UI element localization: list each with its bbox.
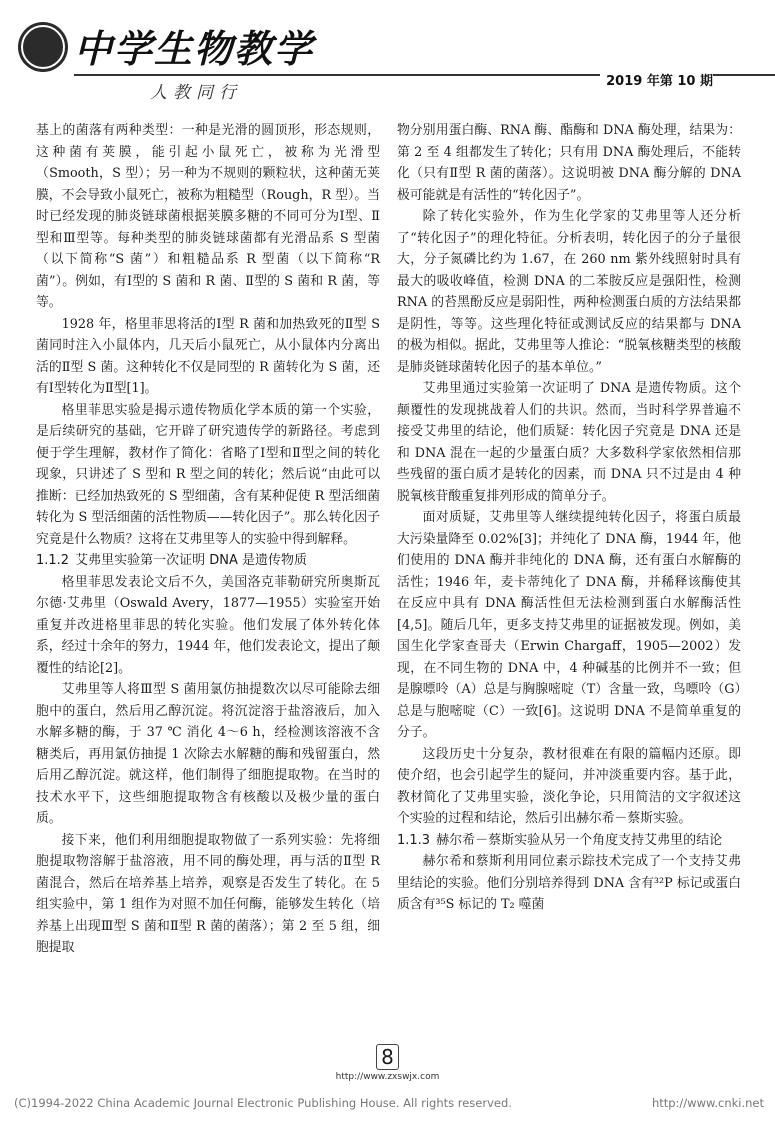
cnki-link[interactable]: http://www.cnki.net — [651, 1096, 764, 1110]
copyright-text: (C)1994-2022 China Academic Journal Electronic Publishing House. All rights reserved. — [14, 1096, 512, 1110]
body-paragraph: 面对质疑，艾弗里等人继续提纯转化因子，将蛋白质最大污染量降至 0.02%[3]；并纯化了 DNA 酶，1944 年，他们使用的 DNA 酶并非纯化的 DNA 酶，还有蛋白水解酶的活性；1946 年，麦卡蒂纯化了 DNA 酶，并稀释该酶使其在反应中具有 DNA 酶活性但无法检测到蛋白水解酶活性[4,5]。随后几年，更多支持艾弗里的证据被发现。例如，美国生化学家查哥夫（Erwin Chargaff，1905—2002）发现，在不同生物的 DNA 中，4 种碱基的比例并不一致；但是腺嘌呤（A）总是与胸腺嘧啶（T）含量一致，鸟嘌呤（G）总是与胞嘧啶（C）一致[6]。这说明 DNA 不是简单重复的分子。 — [397, 510, 741, 740]
section-title: 赫尔希－蔡斯实验从另一个角度支持艾弗里的结论 — [436, 832, 723, 848]
body-paragraph: 1928 年，格里菲思将活的Ⅰ型 R 菌和加热致死的Ⅱ型 S 菌同时注入小鼠体内，几天后小鼠死亡，从小鼠体内分离出活的Ⅱ型 S 菌。这种转化不仅是同型的 R 菌转化为 S 菌，还有Ⅰ型转化为Ⅱ型[1]。 — [36, 316, 380, 396]
page-number-box: 8 — [376, 1044, 399, 1070]
journal-logo-seal-icon — [18, 22, 68, 72]
journal-tagline: 人教同行 — [150, 83, 242, 103]
page-number — [0, 1045, 775, 1069]
body-paragraph: 格里菲思发表论文后不久，美国洛克菲勒研究所奥斯瓦尔德·艾弗里（Oswald Avery，1877—1955）实验室开始重复并改进格里菲思的转化实验。他们发展了体外转化体系，经过十余年的努力，1944 年，他们发表论文，提出了颠覆性的结论[2]。 — [36, 574, 380, 676]
body-paragraph: 这段历史十分复杂，教材很难在有限的篇幅内还原。即使介绍，也会引起学生的疑问，并冲淡重要内容。基于此，教材简化了艾弗里实验，淡化争论，只用简洁的文字叙述这个实验的过程和结论，然后引出赫尔希－蔡斯实验。 — [397, 746, 741, 826]
section-title: 艾弗里实验第一次证明 DNA 是遗传物质 — [75, 553, 307, 568]
body-paragraph: 除了转化实验外，作为生化学家的艾弗里等人还分析了“转化因子”的理化特征。分析表明，转化因子的分子量很大，分子氮磷比约为 1.67，在 260 nm 紫外线照射时具有最大的吸收峰值，检测 DNA 的二苯胺反应是强阳性，检测 RNA 的苔黑酚反应是弱阳性，两种检测蛋白质的方法结果都是阴性，等等。这些理化特征或测试反应的结果都与 DNA 的极为相似。据此，艾弗里等人推论：“脱氧核糖类型的核酸是肺炎链球菌转化因子的基本单位。” — [397, 209, 741, 375]
body-paragraph: 基上的菌落有两种类型：一种是光滑的圆顶形，形态规则，这种菌有荚膜，能引起小鼠死亡，被称为光滑型（Smooth，S 型）；另一种为不规则的颗粒状，这种菌无荚膜，不会导致小鼠死亡，被称为粗糙型（Rough，R 型）。当时已经发现的肺炎链球菌根据荚膜多糖的不同可分为Ⅰ型、Ⅱ型和Ⅲ型等。每种类型的肺炎链球菌都有光滑品系 S 型菌（以下简称“S 菌”）和粗糙品系 R 型菌（以下简称“R 菌”）。例如，有Ⅰ型的 S 菌和 R 菌、Ⅱ型的 S 菌和 R 菌，等等。 — [36, 123, 380, 310]
section-number: 1.1.2 — [36, 553, 70, 568]
body-paragraph: 赫尔希和蔡斯利用同位素示踪技术完成了一个支持艾弗里结论的实验。他们分别培养得到 DNA 含有³²P 标记或蛋白质含有³⁵S 标记的 T₂ 噬菌 — [397, 854, 741, 912]
journal-header — [0, 0, 775, 118]
section-heading — [36, 550, 380, 572]
body-paragraph: 物分别用蛋白酶、RNA 酶、酯酶和 DNA 酶处理，结果为：第 2 至 4 组都发生了转化；只有用 DNA 酶处理后，不能转化（只有Ⅱ型 R 菌的菌落）。这说明被 DNA 酶分解的 DNA 极可能就是有活性的“转化因子”。 — [397, 123, 741, 203]
body-paragraph: 艾弗里通过实验第一次证明了 DNA 是遗传物质。这个颠覆性的发现挑战着人们的共识。然而，当时科学界普遍不接受艾弗里的结论，他们质疑：转化因子究竟是 DNA 还是和 DNA 混在一起的少量蛋白质？大多数科学家依然相信那些残留的蛋白质才是转化的因素，而 DNA 只不过是由 4 种脱氧核苷酸重复排列形成的简单分子。 — [397, 381, 741, 504]
issue-label: 2019 年第 10 期 — [600, 70, 713, 89]
section-heading — [397, 830, 741, 852]
left-column — [36, 120, 380, 959]
right-column — [397, 120, 741, 916]
copyright-bar — [14, 1096, 764, 1110]
body-paragraph: 艾弗里等人将Ⅲ型 S 菌用氯仿抽提数次以尽可能除去细胞中的蛋白，然后用乙醇沉淀。将沉淀溶于盐溶液后，加入水解多糖的酶，于 37 ℃ 消化 4～6 h，经检测该溶液不含糖类后，再用氯仿抽提 1 次除去水解糖的酶和残留蛋白，然后用乙醇沉淀。就这样，他们制得了细胞提取物。在当时的技术水平下，这些细胞提取物含有核酸以及极少量的蛋白质。 — [36, 682, 380, 826]
journal-brand-name: 中学生物教学 — [74, 26, 315, 71]
journal-url: http://www.zxswjx.com — [335, 1072, 440, 1082]
body-paragraph: 格里菲思实验是揭示遗传物质化学本质的第一个实验，是后续研究的基础，它开辟了研究遗传学的新路径。考虑到便于学生理解，教材作了简化：省略了Ⅰ型和Ⅱ型之间的转化现象，只讲述了 S 型和 R 型之间的转化；然后说“由此可以推断：已经加热致死的 S 型细菌，含有某种促使 R 型活细菌转化为 S 型活细菌的活性物质——转化因子”。那么转化因子究竟是什么物质？这将在艾弗里等人的实验中得到解释。 — [36, 402, 380, 547]
section-number: 1.1.3 — [397, 832, 431, 848]
body-paragraph: 接下来，他们利用细胞提取物做了一系列实验：先将细胞提取物溶解于盐溶液，用不同的酶处理，再与活的Ⅱ型 R 菌混合，然后在培养基上培养，观察是否发生了转化。在 5 组实验中，第 1 组作为对照不加任何酶，能够发生转化（培养基上出现Ⅲ型 S 菌和Ⅱ型 R 菌的菌落）；第 2 至 5 组，细胞提取 — [36, 832, 380, 955]
